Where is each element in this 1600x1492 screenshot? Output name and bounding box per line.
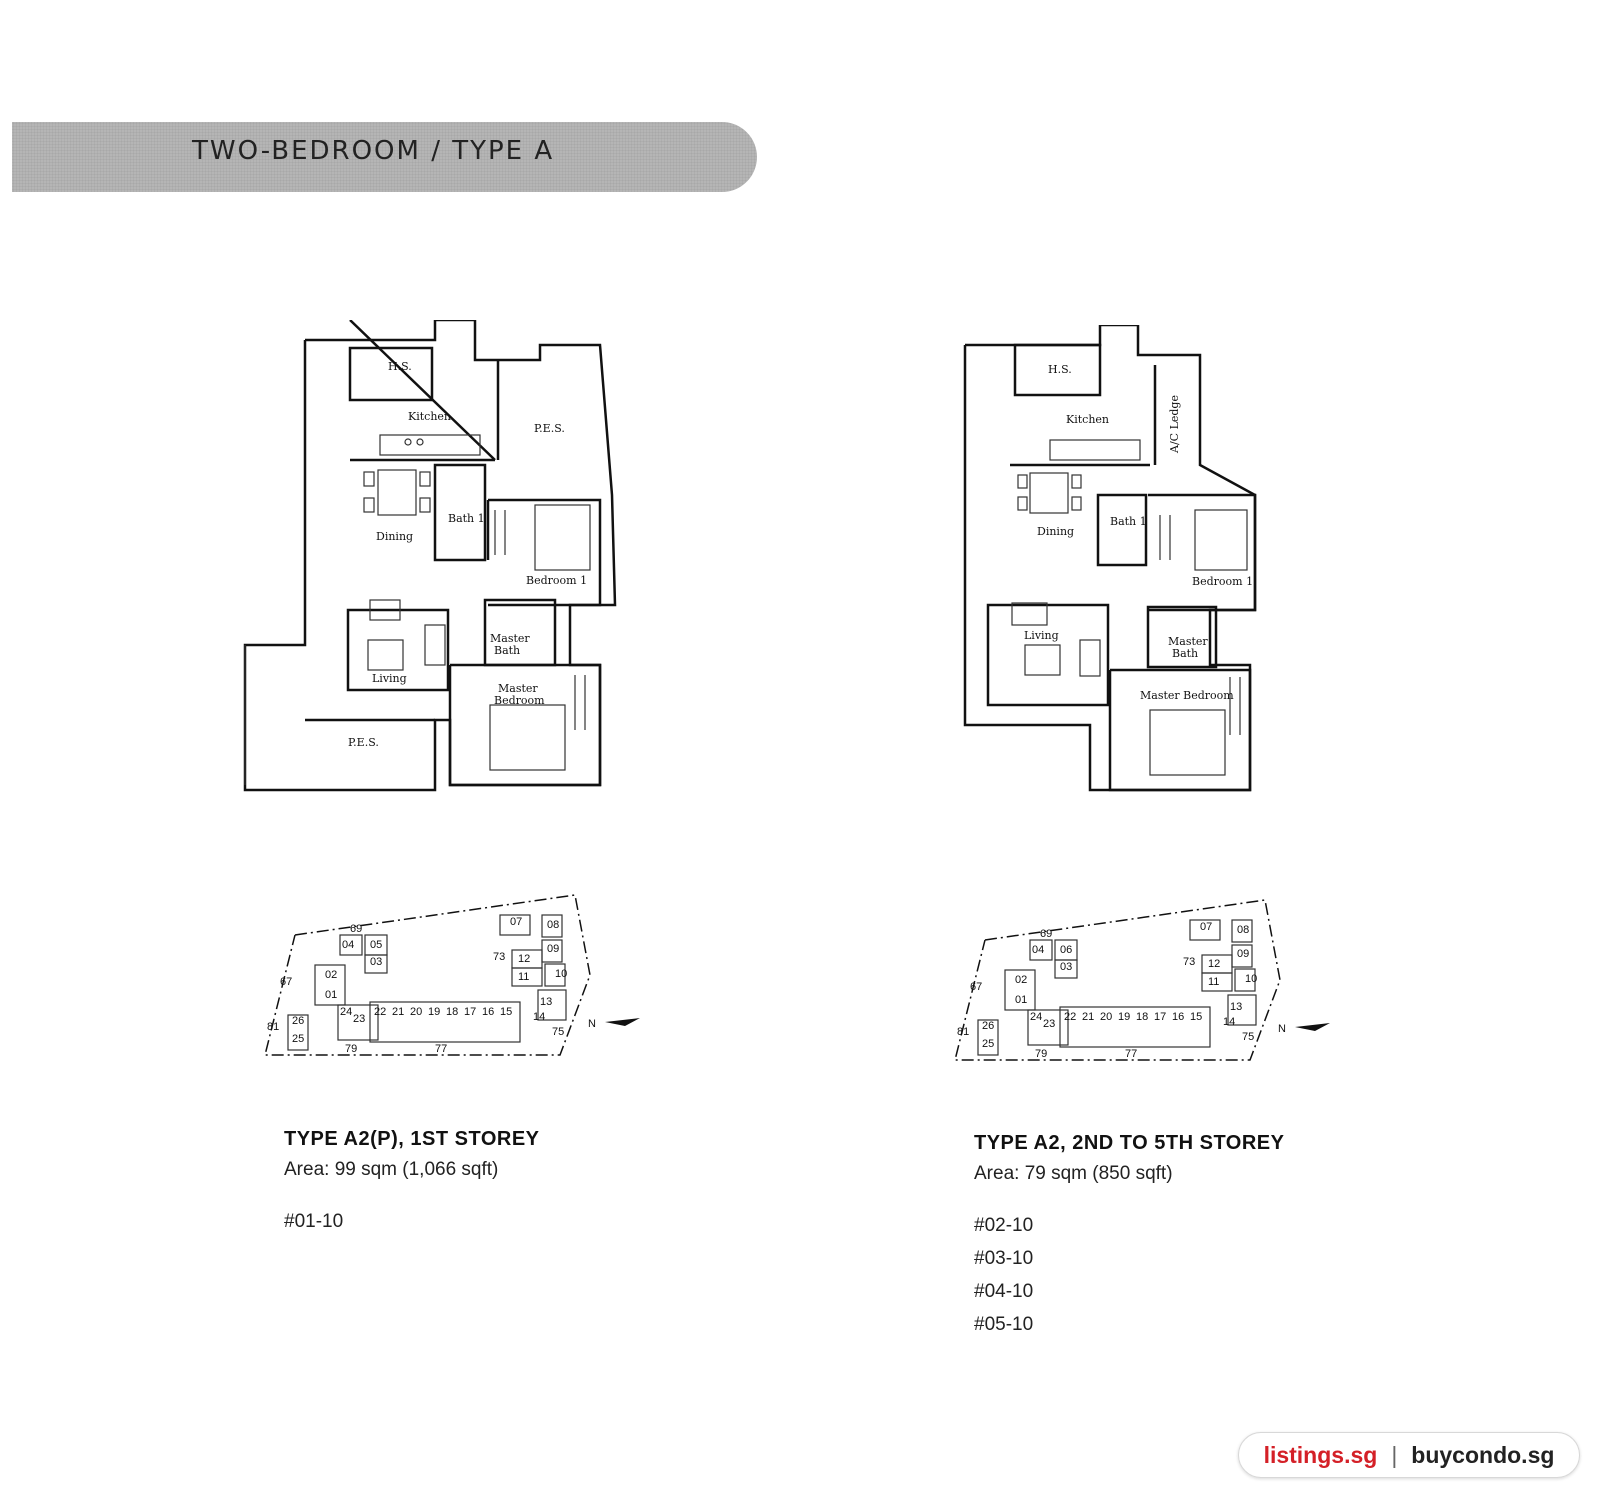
unit-number: #03-10	[974, 1248, 1034, 1269]
svg-text:03: 03	[1060, 961, 1073, 973]
label-dining: Dining	[376, 530, 414, 543]
svg-text:26: 26	[292, 1015, 305, 1027]
svg-text:69: 69	[1040, 928, 1053, 940]
svg-text:14: 14	[533, 1011, 546, 1023]
svg-text:16: 16	[1172, 1011, 1185, 1023]
caption-right	[974, 1132, 1284, 1341]
unit-number: #05-10	[974, 1314, 1034, 1335]
svg-text:67: 67	[280, 976, 293, 988]
label-dining-r: Dining	[1037, 525, 1075, 538]
svg-text:75: 75	[552, 1026, 565, 1038]
label-living: Living	[372, 672, 407, 685]
svg-text:08: 08	[1237, 924, 1250, 936]
unit-area-right: Area: 79 sqm (850 sqft)	[974, 1163, 1173, 1184]
svg-text:22: 22	[374, 1006, 387, 1018]
section-banner	[12, 122, 757, 192]
svg-text:01: 01	[325, 989, 338, 1001]
label-bath1: Bath 1	[448, 512, 485, 525]
svg-text:10: 10	[1245, 973, 1258, 985]
label-living-r: Living	[1024, 629, 1059, 642]
svg-text:17: 17	[464, 1006, 477, 1018]
svg-text:25: 25	[982, 1038, 995, 1050]
label-hs: H.S.	[388, 360, 412, 373]
label-pes-bottom: P.E.S.	[348, 736, 379, 749]
svg-text:26: 26	[982, 1020, 995, 1032]
unit-area-left: Area: 99 sqm (1,066 sqft)	[284, 1159, 499, 1180]
brand-footer	[1238, 1432, 1580, 1478]
svg-text:79: 79	[1035, 1048, 1048, 1060]
label-bedroom1-r: Bedroom 1	[1192, 575, 1254, 588]
svg-text:13: 13	[540, 996, 553, 1008]
svg-text:19: 19	[1118, 1011, 1131, 1023]
brand-listings-link[interactable]: listings.sg	[1263, 1441, 1378, 1468]
unit-number: #01-10	[284, 1211, 344, 1232]
brand-buycondo-link[interactable]: buycondo.sg	[1411, 1441, 1555, 1468]
label-ac-ledge: A/C Ledge	[1168, 395, 1181, 453]
svg-text:13: 13	[1230, 1001, 1243, 1013]
svg-text:07: 07	[1200, 921, 1213, 933]
svg-text:18: 18	[446, 1006, 459, 1018]
svg-text:16: 16	[482, 1006, 495, 1018]
label-master-bath-1: Master	[490, 632, 530, 645]
unit-type-title-left: TYPE A2(P), 1ST STOREY	[284, 1128, 540, 1150]
unit-list-left	[284, 1205, 540, 1238]
label-master-bath-1-r: Master	[1168, 635, 1208, 648]
svg-text:23: 23	[1043, 1018, 1056, 1030]
svg-text:11: 11	[1208, 976, 1220, 988]
svg-text:02: 02	[325, 969, 338, 981]
svg-text:07: 07	[510, 916, 523, 928]
svg-text:23: 23	[353, 1013, 366, 1025]
svg-text:03: 03	[370, 956, 383, 968]
label-bedroom1: Bedroom 1	[526, 574, 588, 587]
label-hs-r: H.S.	[1048, 363, 1072, 376]
svg-text:11: 11	[518, 971, 530, 983]
section-title: TWO-BEDROOM / TYPE A	[192, 136, 555, 166]
floor-plan-a2	[960, 325, 1300, 795]
svg-text:24: 24	[340, 1006, 353, 1018]
svg-text:06: 06	[1060, 944, 1073, 956]
svg-text:N: N	[588, 1018, 596, 1030]
label-kitchen-r: Kitchen	[1066, 413, 1109, 426]
svg-text:15: 15	[1190, 1011, 1203, 1023]
svg-text:19: 19	[428, 1006, 441, 1018]
svg-text:22: 22	[1064, 1011, 1077, 1023]
label-master-bath-2: Bath	[494, 644, 521, 657]
svg-text:77: 77	[435, 1043, 448, 1055]
svg-text:69: 69	[350, 923, 363, 935]
svg-text:25: 25	[292, 1033, 305, 1045]
svg-text:12: 12	[518, 953, 531, 965]
svg-text:04: 04	[1032, 944, 1045, 956]
svg-text:81: 81	[267, 1021, 280, 1033]
svg-text:14: 14	[1223, 1016, 1236, 1028]
svg-text:02: 02	[1015, 974, 1028, 986]
site-plan-left	[260, 890, 660, 1080]
svg-text:N: N	[1278, 1023, 1286, 1035]
svg-text:04: 04	[342, 939, 355, 951]
label-bath1-r: Bath 1	[1110, 515, 1147, 528]
svg-text:79: 79	[345, 1043, 358, 1055]
svg-text:73: 73	[1183, 956, 1196, 968]
unit-list-right	[974, 1209, 1284, 1341]
unit-number: #04-10	[974, 1281, 1034, 1302]
svg-text:17: 17	[1154, 1011, 1167, 1023]
svg-text:12: 12	[1208, 958, 1221, 970]
label-master-bedroom-1: Master	[498, 682, 538, 695]
svg-text:67: 67	[970, 981, 983, 993]
label-master-bedroom-2: Bedroom	[494, 694, 545, 707]
svg-text:21: 21	[1082, 1011, 1095, 1023]
svg-text:20: 20	[410, 1006, 423, 1018]
svg-text:21: 21	[392, 1006, 405, 1018]
svg-text:18: 18	[1136, 1011, 1149, 1023]
brand-separator: |	[1391, 1441, 1398, 1468]
svg-text:75: 75	[1242, 1031, 1255, 1043]
unit-type-title-right: TYPE A2, 2ND TO 5TH STOREY	[974, 1132, 1285, 1154]
svg-text:15: 15	[500, 1006, 513, 1018]
label-kitchen: Kitchen	[408, 410, 451, 423]
site-plan-right	[950, 895, 1350, 1085]
unit-number: #02-10	[974, 1215, 1034, 1236]
svg-text:10: 10	[555, 968, 568, 980]
svg-text:05: 05	[370, 939, 383, 951]
svg-text:01: 01	[1015, 994, 1028, 1006]
label-master-bath-2-r: Bath	[1172, 647, 1199, 660]
label-master-bedroom-r: Master Bedroom	[1140, 689, 1234, 702]
svg-text:09: 09	[1237, 948, 1250, 960]
svg-text:08: 08	[547, 919, 560, 931]
floor-plan-a2p	[240, 320, 640, 810]
svg-text:77: 77	[1125, 1048, 1138, 1060]
svg-text:24: 24	[1030, 1011, 1043, 1023]
svg-text:20: 20	[1100, 1011, 1113, 1023]
caption-left	[284, 1128, 540, 1238]
svg-text:73: 73	[493, 951, 506, 963]
svg-text:09: 09	[547, 943, 560, 955]
svg-text:81: 81	[957, 1026, 970, 1038]
label-pes-top: P.E.S.	[534, 422, 565, 435]
